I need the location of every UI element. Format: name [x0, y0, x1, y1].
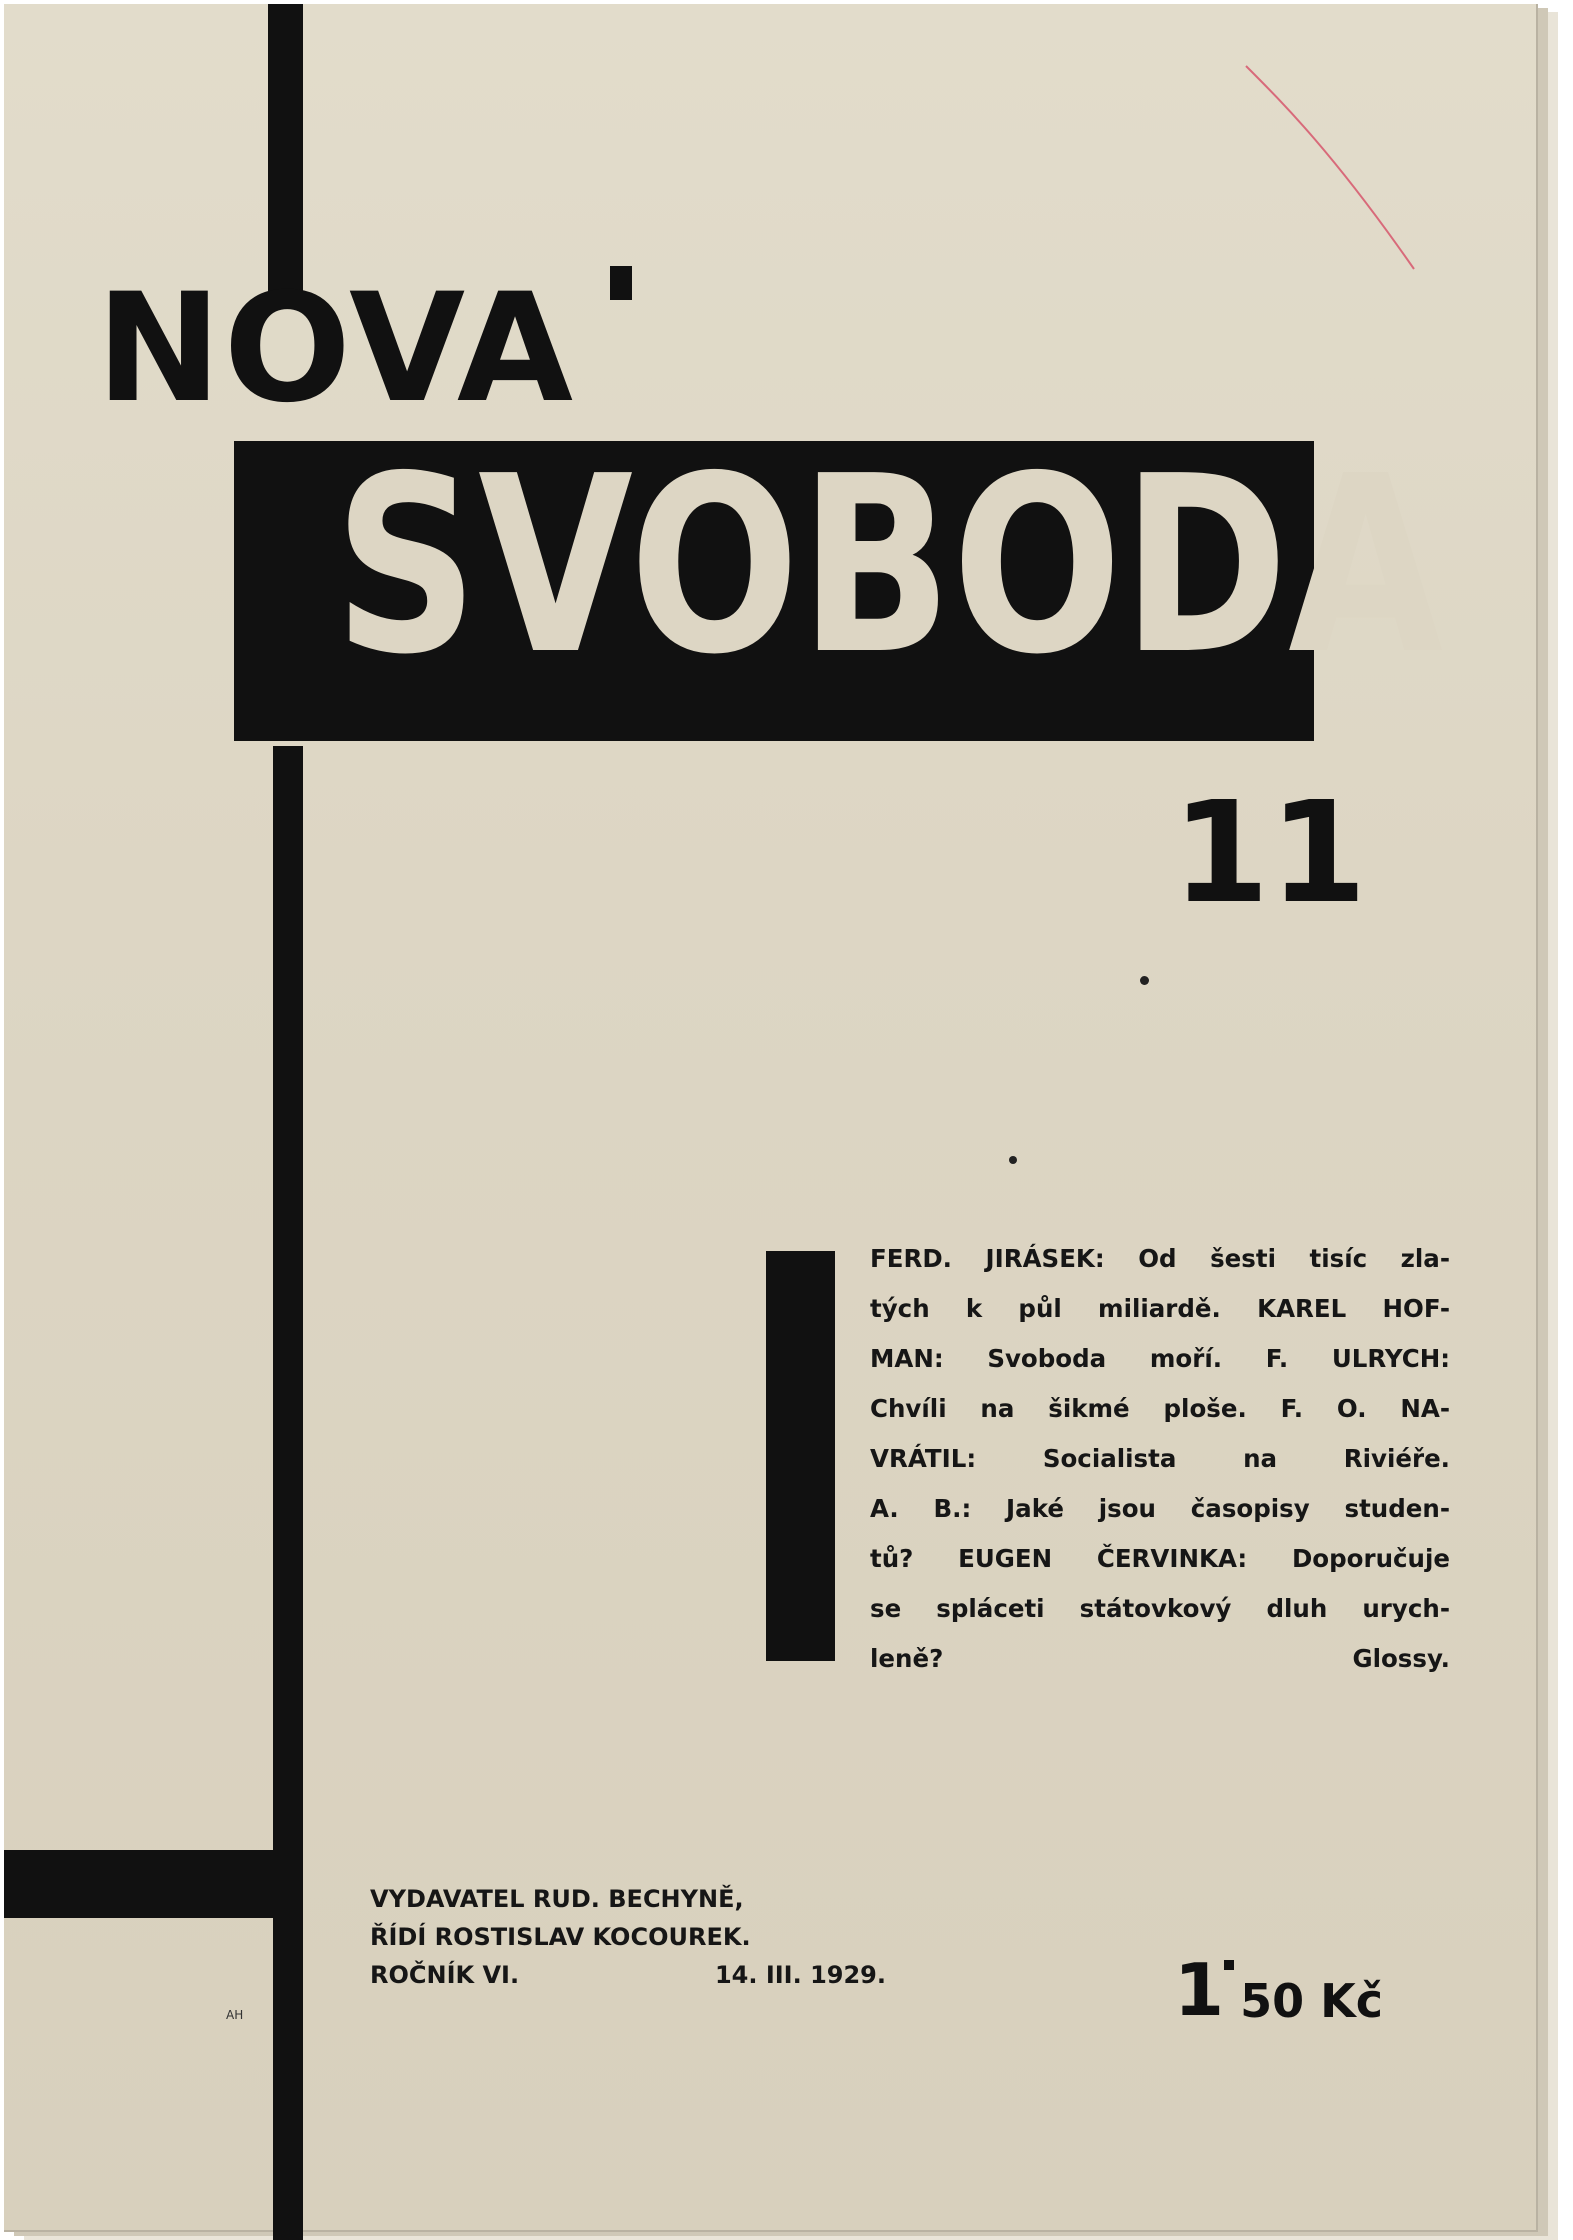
contents-last-text: leně? [870, 1644, 944, 1673]
price [1174, 1948, 1384, 2032]
price-major: 1 [1174, 1948, 1225, 2032]
issue-number: 11 [1172, 772, 1367, 935]
table-of-contents [870, 1234, 1450, 1684]
contents-line: Chvíli na šikmé ploše. F. O. NA- [870, 1394, 1450, 1423]
contents-bar [766, 1251, 835, 1661]
volume: ROČNÍK VI. [370, 1961, 520, 1989]
contents-line: se spláceti státovkový dluh urych- [870, 1594, 1450, 1623]
contents-glossy: Glossy. [1352, 1644, 1450, 1673]
magazine-cover [4, 4, 1538, 2232]
contents-line: FERD. JIRÁSEK: Od šesti tisíc zla- [870, 1244, 1450, 1273]
horizontal-bar-left [4, 1850, 296, 1918]
price-minor: 50 Kč [1240, 1974, 1384, 2028]
pencil-mark-icon [1244, 64, 1444, 284]
price-dot-icon [1224, 1960, 1234, 1970]
ink-speck [1140, 976, 1149, 985]
masthead-svoboda: SVOBODA [334, 424, 1444, 708]
contents-line: MAN: Svoboda moří. F. ULRYCH: [870, 1344, 1450, 1373]
contents-line: tých k půl miliardě. KAREL HOF- [870, 1294, 1450, 1323]
vertical-bar-top [268, 4, 303, 298]
contents-line: tů? EUGEN ČERVINKA: Doporučuje [870, 1544, 1450, 1573]
contents-line: VRÁTIL: Socialista na Riviéře. [870, 1444, 1450, 1473]
nova-accent-mark [610, 266, 632, 300]
contents-line: A. B.: Jaké jsou časopisy studen- [870, 1494, 1450, 1523]
publisher-line: VYDAVATEL RUD. BECHYNĚ, [370, 1885, 744, 1913]
ink-speck [1009, 1156, 1017, 1164]
editor-line: ŘÍDÍ ROSTISLAV KOCOUREK. [370, 1923, 751, 1951]
contents-line-last [870, 1634, 1450, 1684]
vertical-bar-main [273, 746, 303, 2240]
issue-date: 14. III. 1929. [714, 1961, 886, 1989]
masthead-nova: NOVA [96, 262, 576, 436]
volume-date-line [370, 1956, 886, 1994]
publisher-info [370, 1880, 886, 1994]
artist-signature: AH [226, 2008, 244, 2022]
